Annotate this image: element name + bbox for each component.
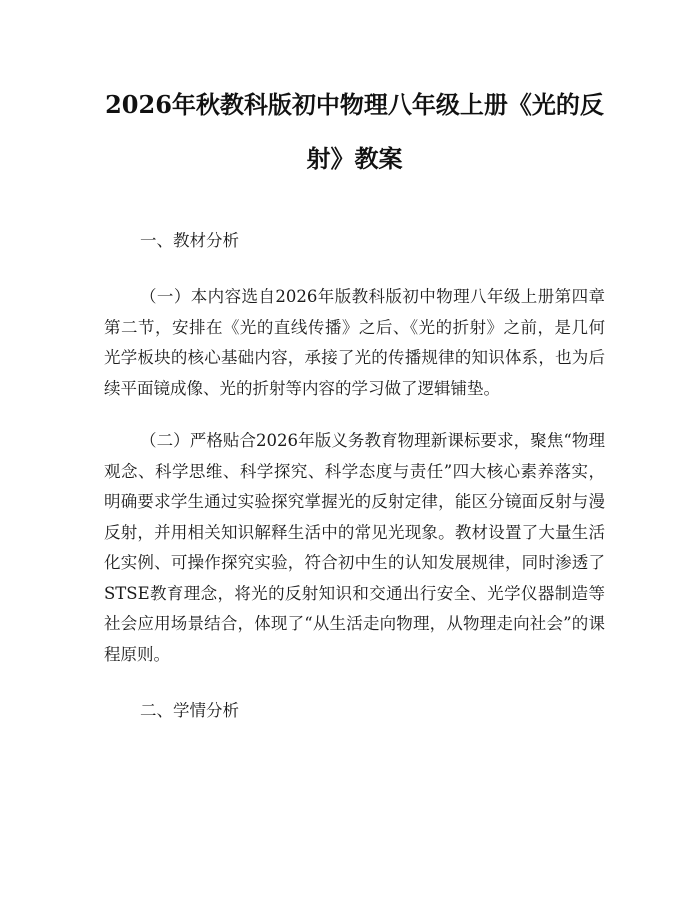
section-heading-student-analysis: 二、学情分析	[140, 701, 239, 720]
paragraph-curriculum-standards: （二）严格贴合2026年版义务教育物理新课标要求，聚焦“物理观念、科学思维、科学探究、科学态度与责任”四大核心素养落实，明确要求学生通过实验探究掌握光的反射定律，能区分镜面反射与漫反射，并用相关知识解释生活中的常见光现象。教材设置了大量生活化实例、可操作探究实验，符合初中生的认知发展规律，同时渗透了STSE教育理念，将光的反射知识和交通出行安全、光学仪器制造等社会应用场景结合，体现了“从生活走向物理，从物理走向社会”的课程原则。	[104, 431, 605, 664]
section-heading-textbook-analysis: 一、教材分析	[140, 231, 239, 250]
document-title: 2026年秋教科版初中物理八年级上册《光的反射》教案	[105, 90, 604, 173]
paragraph-content-source: （一）本内容选自2026年版教科版初中物理八年级上册第四章第二节，安排在《光的直线传播》之后、《光的折射》之前，是几何光学板块的核心基础内容，承接了光的传播规律的知识体系，也为后续平面镜成像、光的折射等内容的学习做了逻辑铺垫。	[104, 287, 605, 398]
